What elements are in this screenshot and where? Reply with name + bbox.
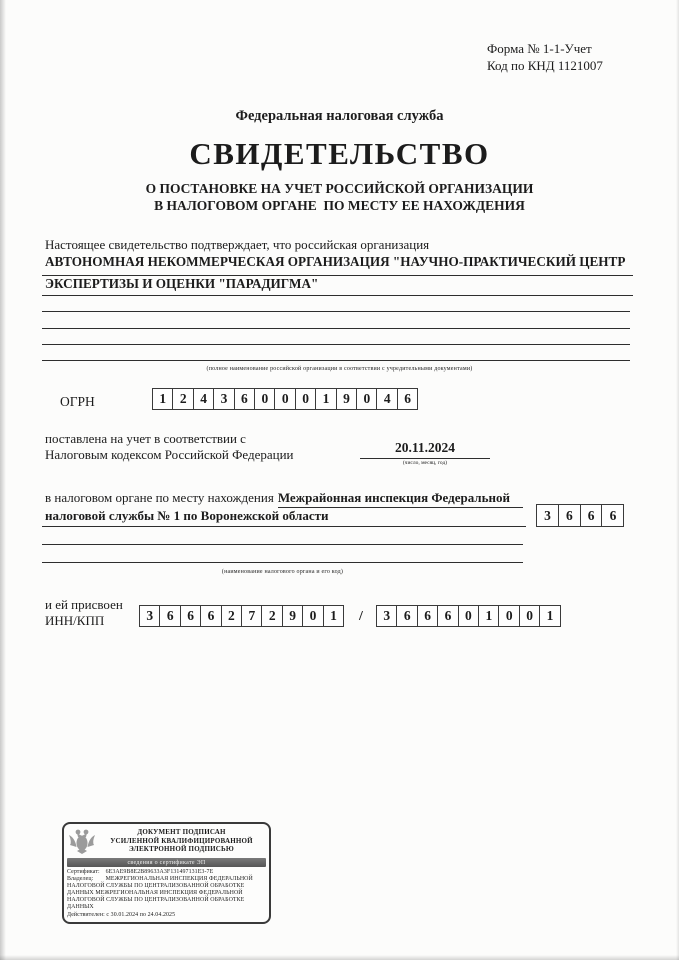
digit-cell: 6 — [601, 504, 624, 527]
authority-name-line-1: Межрайонная инспекция Федеральной — [278, 490, 523, 508]
blank-rule — [42, 360, 630, 361]
owner-label: Владелец: — [67, 876, 94, 883]
form-number: Форма № 1-1-Учет — [487, 41, 592, 56]
digit-cell: 1 — [478, 605, 500, 627]
kpp-digit-boxes — [376, 605, 561, 627]
registration-line-1: поставлена на учет в соответствии с — [45, 431, 246, 446]
ogrn-digit-boxes — [152, 388, 418, 410]
digit-cell: 3 — [376, 605, 398, 627]
document-subtitle — [0, 181, 679, 214]
org-name-caption: (полное наименование российской организации в соответствии с учредительными документами) — [206, 366, 473, 372]
subtitle-line-2: В НАЛОГОВОМ ОРГАНЕ ПО МЕСТУ ЕЕ НАХОЖДЕНИЯ — [154, 197, 525, 213]
ogrn-label: ОГРН — [60, 394, 95, 409]
blank-rule — [42, 328, 630, 329]
digit-cell: 6 — [580, 504, 603, 527]
assigned-label-line-1: и ей присвоен — [45, 597, 123, 612]
digit-cell: 2 — [261, 605, 283, 627]
stamp-header-row — [67, 826, 266, 856]
digit-cell: 6 — [558, 504, 581, 527]
digit-cell: 3 — [139, 605, 161, 627]
digit-cell: 1 — [315, 388, 337, 410]
certificate-value: 6E3AE9B8E2B89633A3F131497131E3-7E — [105, 869, 214, 875]
assigned-label — [45, 597, 123, 629]
digit-cell: 0 — [302, 605, 324, 627]
digit-cell: 0 — [356, 388, 378, 410]
authority-code-boxes — [536, 504, 624, 527]
blank-rule — [42, 544, 523, 545]
owner-value: МЕЖРЕГИОНАЛЬНАЯ ИНСПЕКЦИЯ ФЕДЕРАЛЬНОЙ НАЛОГОВОЙ СЛУЖБЫ ПО ЦЕНТРАЛИЗОВАННОЙ ОБРАБОТКЕ ДАННЫХ МЕЖРЕГИОНАЛЬНАЯ ИНСПЕКЦИЯ ФЕДЕРАЛЬНОЙ НАЛОГОВОЙ СЛУЖБЫ ПО ЦЕНТРАЛИЗОВАННОЙ ОБРАБОТКЕ ДАННЫХ — [67, 876, 253, 911]
digit-cell: 6 — [396, 605, 418, 627]
digit-cell: 0 — [458, 605, 480, 627]
digit-cell: 6 — [180, 605, 202, 627]
assigned-label-line-2: ИНН/КПП — [45, 613, 105, 628]
digit-cell: 7 — [241, 605, 263, 627]
digit-cell: 0 — [254, 388, 276, 410]
intro-text: Настоящее свидетельство подтверждает, что российская организация — [45, 237, 430, 252]
digit-cell: 6 — [397, 388, 419, 410]
authority-caption: (наименование налогового органа и его код) — [221, 569, 344, 575]
validity-label: Действителен: — [67, 911, 105, 918]
stamp-header-text — [97, 828, 266, 854]
registration-line-2: Налоговым кодексом Российской Федерации — [45, 446, 294, 462]
form-number-block — [487, 40, 603, 74]
digit-cell: 0 — [295, 388, 317, 410]
registration-date-block — [360, 440, 490, 466]
digit-cell: 0 — [274, 388, 296, 410]
digit-cell: 1 — [539, 605, 561, 627]
authority-prefix: в налоговом органе по месту нахождения — [45, 490, 274, 505]
stamp-header-line-3: ЭЛЕКТРОННОЙ ПОДПИСЬЮ — [129, 845, 234, 854]
digit-cell: 9 — [282, 605, 304, 627]
electronic-signature-stamp — [62, 822, 271, 924]
digit-cell: 9 — [336, 388, 358, 410]
knd-code: Код по КНД 1121007 — [487, 58, 603, 73]
digit-cell: 6 — [200, 605, 222, 627]
organization-name-line-2: ЭКСПЕРТИЗЫ И ОЦЕНКИ "ПАРАДИГМА" — [42, 276, 633, 296]
stamp-banner: сведения о сертификате ЭП — [67, 858, 266, 867]
stamp-header-line-1: ДОКУМЕНТ ПОДПИСАН — [137, 828, 226, 837]
blank-rule — [42, 344, 630, 345]
digit-cell: 3 — [213, 388, 235, 410]
registration-date: 20.11.2024 — [360, 440, 490, 459]
organization-name-line-1: АВТОНОМНАЯ НЕКОММЕРЧЕСКАЯ ОРГАНИЗАЦИЯ "НАУЧНО-ПРАКТИЧЕСКИЙ ЦЕНТР — [42, 254, 633, 276]
inn-kpp-slash: / — [359, 609, 363, 624]
scan-shadow-bottom — [0, 955, 679, 960]
digit-cell: 0 — [498, 605, 520, 627]
double-headed-eagle-icon — [67, 826, 97, 856]
inn-digit-boxes — [139, 605, 344, 627]
digit-cell: 6 — [234, 388, 256, 410]
digit-cell: 4 — [376, 388, 398, 410]
digit-cell: 6 — [417, 605, 439, 627]
digit-cell: 2 — [221, 605, 243, 627]
stamp-owner-row — [67, 876, 266, 911]
digit-cell: 1 — [323, 605, 345, 627]
digit-cell: 6 — [159, 605, 181, 627]
subtitle-line-1: О ПОСТАНОВКЕ НА УЧЕТ РОССИЙСКОЙ ОРГАНИЗАЦИИ — [145, 181, 534, 196]
certificate-label: Сертификат: — [67, 869, 100, 875]
authority-name-line-2: налоговой службы № 1 по Воронежской области — [42, 508, 526, 527]
digit-cell: 1 — [152, 388, 174, 410]
blank-rule — [42, 311, 630, 312]
registration-date-caption: (число, месяц, год) — [402, 460, 448, 466]
agency-name: Федеральная налоговая служба — [235, 108, 444, 124]
stamp-header-line-2: УСИЛЕННОЙ КВАЛИФИЦИРОВАННОЙ — [110, 836, 253, 845]
digit-cell: 6 — [437, 605, 459, 627]
registration-statement — [45, 431, 294, 462]
digit-cell: 4 — [193, 388, 215, 410]
document-title: СВИДЕТЕЛЬСТВО — [189, 136, 490, 171]
digit-cell: 0 — [519, 605, 541, 627]
stamp-validity-row — [67, 912, 266, 919]
validity-value: с 30.01.2024 по 24.04.2025 — [106, 911, 176, 918]
digit-cell: 3 — [536, 504, 559, 527]
authority-row-1 — [45, 490, 523, 508]
digit-cell: 2 — [172, 388, 194, 410]
blank-rule — [42, 562, 523, 563]
